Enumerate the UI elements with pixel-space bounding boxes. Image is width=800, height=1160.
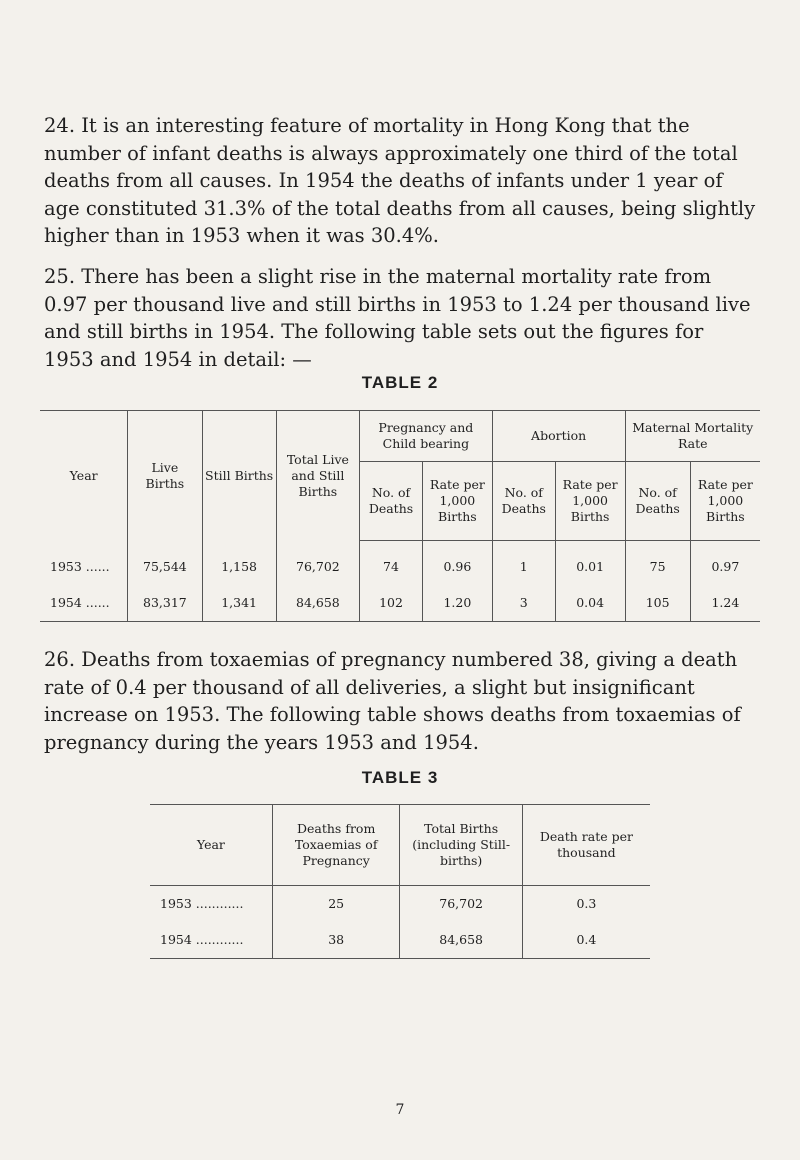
header-year: Year <box>150 805 272 886</box>
cell-year: 1953 ...... <box>40 541 128 586</box>
cell-still: 1,341 <box>202 585 276 622</box>
table-row <box>150 922 650 959</box>
cell-year: 1954 ............ <box>150 922 272 959</box>
cell-abort-deaths: 1 <box>492 541 555 586</box>
cell-abort-rate: 0.04 <box>555 585 625 622</box>
table-row <box>150 886 650 923</box>
header-preg-no-deaths: No. of Deaths <box>360 462 423 541</box>
cell-live: 83,317 <box>128 585 202 622</box>
cell-births: 84,658 <box>400 922 522 959</box>
cell-total: 76,702 <box>276 541 359 586</box>
cell-preg-rate: 0.96 <box>423 541 493 586</box>
cell-deaths: 38 <box>272 922 400 959</box>
header-total-births: Total Births (including Still-births) <box>400 805 522 886</box>
cell-mat-rate: 0.97 <box>711 559 740 574</box>
cell-mat-deaths: 75 <box>625 541 690 586</box>
cell-rate: 0.4 <box>576 932 597 947</box>
table-3-caption: TABLE 3 <box>361 768 439 787</box>
cell-preg-rate: 1.20 <box>423 585 493 622</box>
table-2 <box>40 410 760 622</box>
header-preg-rate: Rate per 1,000 Births <box>423 462 493 541</box>
paragraph-24: 24. It is an interesting feature of mortality in Hong Kong that the number of infant deaths is always approximately one third of the total deaths from all causes. In 1954 the deaths of infants under 1 year of age constituted 31.3% of the total deaths from all causes, being slightly higher than in 1953 when it was 30.4%. <box>44 114 756 247</box>
table-3 <box>150 804 650 959</box>
cell-preg-deaths: 102 <box>360 585 423 622</box>
table-row <box>40 585 760 622</box>
cell-mat-deaths: 105 <box>625 585 690 622</box>
header-group-maternal: Maternal Mortality Rate <box>625 411 760 462</box>
header-year: Year <box>40 411 128 541</box>
header-death-rate: Death rate per thousand <box>522 805 650 886</box>
table-row <box>40 541 760 586</box>
header-abort-rate: Rate per 1,000 Births <box>555 462 625 541</box>
cell-still: 1,158 <box>202 541 276 586</box>
header-mat-no-deaths: No. of Deaths <box>625 462 690 541</box>
paragraph-25: 25. There has been a slight rise in the maternal mortality rate from 0.97 per thousand live and still births in 1953 to 1.24 per thousand live and still births in 1954. The following table sets out the figures for 1953 and 1954 in detail: — <box>44 265 751 371</box>
header-toxaemia-deaths: Deaths from Toxaemias of Pregnancy <box>272 805 400 886</box>
header-live-births: Live Births <box>128 411 202 541</box>
header-abort-no-deaths: No. of Deaths <box>492 462 555 541</box>
cell-abort-deaths: 3 <box>492 585 555 622</box>
cell-births: 76,702 <box>400 886 522 923</box>
cell-year: 1954 ...... <box>40 585 128 622</box>
header-group-pregnancy: Pregnancy and Child bearing <box>360 411 493 462</box>
header-group-abortion: Abortion <box>492 411 625 462</box>
cell-total: 84,658 <box>276 585 359 622</box>
cell-preg-deaths: 74 <box>360 541 423 586</box>
cell-live: 75,544 <box>128 541 202 586</box>
cell-mat-rate: 1.24 <box>711 595 740 610</box>
paragraph-26: 26. Deaths from toxaemias of pregnancy numbered 38, giving a death rate of 0.4 per thousand of all deliveries, a slight but insignificant increase on 1953. The following table shows deaths from toxaemias of pregnancy during the years 1953 and 1954. <box>44 648 741 754</box>
page-number: 7 <box>395 1102 405 1118</box>
header-still-births: Still Births <box>202 411 276 541</box>
cell-abort-rate: 0.01 <box>555 541 625 586</box>
cell-rate: 0.3 <box>576 896 597 911</box>
cell-year: 1953 ............ <box>150 886 272 923</box>
table-2-caption: TABLE 2 <box>361 373 439 392</box>
cell-deaths: 25 <box>272 886 400 923</box>
header-mat-rate: Rate per 1,000 Births <box>690 462 760 541</box>
header-total-births: Total Live and Still Births <box>276 411 359 541</box>
